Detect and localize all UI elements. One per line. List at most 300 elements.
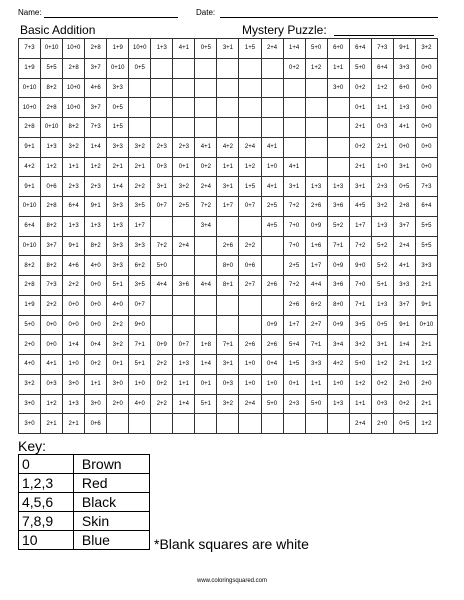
grid-cell[interactable]: 2+8 [41, 197, 63, 217]
grid-cell[interactable]: 2+1 [349, 157, 371, 177]
grid-cell[interactable] [217, 295, 239, 315]
grid-cell[interactable]: 0+0 [41, 335, 63, 355]
grid-cell[interactable]: 3+3 [107, 137, 129, 157]
grid-cell[interactable] [195, 118, 217, 138]
grid-cell[interactable]: 1+4 [283, 39, 305, 59]
grid-cell[interactable]: 2+2 [107, 315, 129, 335]
grid-cell[interactable]: 3+6 [327, 197, 349, 217]
grid-cell[interactable]: 1+5 [107, 118, 129, 138]
grid-cell[interactable]: 7+1 [305, 335, 327, 355]
grid-cell[interactable]: 3+2 [217, 394, 239, 414]
grid-cell[interactable]: 1+1 [217, 157, 239, 177]
grid-cell[interactable]: 0+2 [283, 58, 305, 78]
grid-cell[interactable]: 4+1 [173, 39, 195, 59]
grid-cell[interactable]: 0+9 [327, 256, 349, 276]
grid-cell[interactable] [305, 414, 327, 434]
grid-cell[interactable] [195, 315, 217, 335]
grid-cell[interactable]: 7+2 [151, 236, 173, 256]
grid-cell[interactable]: 5+1 [129, 355, 151, 375]
grid-cell[interactable]: 3+6 [327, 276, 349, 296]
grid-cell[interactable]: 0+0 [415, 137, 437, 157]
grid-cell[interactable]: 0+6 [85, 414, 107, 434]
grid-cell[interactable] [195, 98, 217, 118]
grid-cell[interactable]: 2+8 [19, 118, 41, 138]
grid-cell[interactable] [239, 58, 261, 78]
grid-cell[interactable]: 0+5 [195, 39, 217, 59]
grid-cell[interactable]: 7+2 [195, 197, 217, 217]
grid-cell[interactable] [261, 118, 283, 138]
grid-cell[interactable]: 1+3 [173, 355, 195, 375]
grid-cell[interactable]: 1+3 [393, 98, 415, 118]
grid-cell[interactable]: 7+1 [217, 335, 239, 355]
grid-cell[interactable]: 1+0 [63, 355, 85, 375]
grid-cell[interactable]: 0+5 [393, 177, 415, 197]
grid-cell[interactable]: 3+2 [415, 39, 437, 59]
grid-cell[interactable]: 5+5 [415, 236, 437, 256]
grid-cell[interactable]: 2+1 [107, 157, 129, 177]
grid-cell[interactable]: 1+7 [283, 315, 305, 335]
grid-cell[interactable]: 4+5 [349, 197, 371, 217]
grid-cell[interactable]: 1+8 [195, 335, 217, 355]
grid-cell[interactable]: 0+2 [349, 78, 371, 98]
grid-cell[interactable] [195, 78, 217, 98]
grid-cell[interactable]: 8+2 [19, 256, 41, 276]
grid-cell[interactable] [239, 78, 261, 98]
grid-cell[interactable]: 0+0 [63, 315, 85, 335]
grid-cell[interactable]: 1+1 [327, 58, 349, 78]
grid-cell[interactable]: 0+1 [107, 355, 129, 375]
grid-cell[interactable]: 1+7 [349, 216, 371, 236]
grid-cell[interactable]: 2+6 [217, 236, 239, 256]
grid-cell[interactable]: 2+1 [415, 276, 437, 296]
grid-cell[interactable]: 10+0 [63, 98, 85, 118]
grid-cell[interactable]: 3+1 [217, 355, 239, 375]
grid-cell[interactable]: 2+0 [415, 374, 437, 394]
grid-cell[interactable]: 2+4 [195, 177, 217, 197]
grid-cell[interactable]: 0+9 [327, 315, 349, 335]
grid-cell[interactable]: 0+10 [19, 78, 41, 98]
grid-cell[interactable]: 3+0 [107, 374, 129, 394]
grid-cell[interactable]: 1+5 [283, 355, 305, 375]
grid-cell[interactable]: 0+2 [349, 137, 371, 157]
grid-cell[interactable]: 1+1 [305, 374, 327, 394]
grid-cell[interactable] [195, 58, 217, 78]
grid-cell[interactable] [173, 78, 195, 98]
grid-cell[interactable]: 2+4 [239, 394, 261, 414]
grid-cell[interactable]: 3+7 [393, 216, 415, 236]
grid-cell[interactable]: 7+2 [283, 197, 305, 217]
grid-cell[interactable]: 6+4 [63, 197, 85, 217]
grid-cell[interactable]: 4+1 [195, 137, 217, 157]
grid-cell[interactable]: 7+1 [349, 295, 371, 315]
grid-cell[interactable]: 4+4 [151, 276, 173, 296]
grid-cell[interactable]: 2+7 [305, 315, 327, 335]
grid-cell[interactable]: 4+0 [107, 295, 129, 315]
grid-cell[interactable]: 3+2 [107, 335, 129, 355]
grid-cell[interactable]: 0+9 [305, 216, 327, 236]
grid-cell[interactable]: 5+4 [283, 335, 305, 355]
grid-cell[interactable] [151, 414, 173, 434]
grid-cell[interactable]: 2+1 [415, 335, 437, 355]
grid-cell[interactable]: 4+5 [261, 216, 283, 236]
grid-cell[interactable]: 0+3 [217, 374, 239, 394]
grid-cell[interactable]: 3+2 [129, 137, 151, 157]
grid-cell[interactable] [261, 98, 283, 118]
grid-cell[interactable]: 1+3 [327, 394, 349, 414]
grid-cell[interactable]: 2+5 [283, 256, 305, 276]
grid-cell[interactable]: 2+1 [129, 157, 151, 177]
grid-cell[interactable] [129, 118, 151, 138]
grid-cell[interactable]: 3+0 [19, 394, 41, 414]
grid-cell[interactable]: 3+3 [107, 256, 129, 276]
grid-cell[interactable]: 9+0 [349, 256, 371, 276]
grid-cell[interactable]: 1+2 [41, 394, 63, 414]
grid-cell[interactable]: 2+6 [283, 295, 305, 315]
grid-cell[interactable] [239, 414, 261, 434]
grid-cell[interactable]: 2+0 [393, 374, 415, 394]
grid-cell[interactable] [151, 216, 173, 236]
grid-cell[interactable]: 2+6 [239, 335, 261, 355]
grid-cell[interactable] [327, 157, 349, 177]
grid-cell[interactable] [129, 78, 151, 98]
grid-cell[interactable]: 6+2 [305, 295, 327, 315]
grid-cell[interactable]: 1+3 [63, 394, 85, 414]
grid-cell[interactable]: 3+1 [217, 39, 239, 59]
grid-cell[interactable]: 3+1 [349, 177, 371, 197]
grid-cell[interactable]: 5+0 [19, 315, 41, 335]
grid-cell[interactable]: 4+2 [217, 137, 239, 157]
grid-cell[interactable] [129, 414, 151, 434]
grid-cell[interactable]: 0+4 [85, 335, 107, 355]
grid-cell[interactable]: 3+7 [85, 98, 107, 118]
grid-cell[interactable]: 0+1 [283, 374, 305, 394]
grid-cell[interactable]: 2+8 [41, 98, 63, 118]
grid-cell[interactable]: 6+4 [19, 216, 41, 236]
grid-cell[interactable]: 5+1 [371, 276, 393, 296]
grid-cell[interactable]: 3+1 [283, 177, 305, 197]
grid-cell[interactable]: 1+2 [415, 355, 437, 375]
grid-cell[interactable]: 0+1 [173, 157, 195, 177]
grid-cell[interactable]: 0+0 [63, 295, 85, 315]
grid-cell[interactable]: 3+4 [327, 335, 349, 355]
grid-cell[interactable]: 7+1 [129, 335, 151, 355]
grid-cell[interactable]: 1+4 [393, 335, 415, 355]
grid-cell[interactable]: 4+1 [41, 355, 63, 375]
grid-cell[interactable]: 9+1 [63, 236, 85, 256]
grid-cell[interactable] [217, 78, 239, 98]
grid-cell[interactable]: 8+0 [327, 295, 349, 315]
grid-cell[interactable]: 1+1 [85, 374, 107, 394]
grid-cell[interactable] [151, 98, 173, 118]
grid-cell[interactable]: 2+8 [393, 197, 415, 217]
grid-cell[interactable]: 0+7 [151, 197, 173, 217]
grid-cell[interactable] [261, 295, 283, 315]
grid-cell[interactable] [327, 414, 349, 434]
grid-cell[interactable]: 1+0 [327, 374, 349, 394]
grid-cell[interactable]: 2+3 [151, 137, 173, 157]
grid-cell[interactable] [283, 137, 305, 157]
grid-cell[interactable]: 3+1 [393, 157, 415, 177]
grid-cell[interactable] [217, 414, 239, 434]
grid-cell[interactable]: 7+3 [19, 39, 41, 59]
grid-cell[interactable]: 2+1 [63, 414, 85, 434]
grid-cell[interactable]: 4+1 [393, 118, 415, 138]
grid-cell[interactable]: 3+6 [173, 276, 195, 296]
grid-cell[interactable]: 1+4 [63, 335, 85, 355]
grid-cell[interactable] [305, 98, 327, 118]
grid-cell[interactable] [151, 58, 173, 78]
grid-cell[interactable]: 3+2 [173, 177, 195, 197]
grid-cell[interactable]: 6+4 [371, 58, 393, 78]
grid-cell[interactable]: 5+5 [41, 58, 63, 78]
grid-cell[interactable]: 3+3 [415, 256, 437, 276]
grid-cell[interactable]: 2+2 [129, 177, 151, 197]
grid-cell[interactable]: 0+9 [261, 315, 283, 335]
grid-cell[interactable] [327, 118, 349, 138]
grid-cell[interactable] [173, 315, 195, 335]
grid-cell[interactable]: 1+9 [107, 39, 129, 59]
grid-cell[interactable]: 1+2 [371, 355, 393, 375]
grid-cell[interactable] [327, 98, 349, 118]
grid-cell[interactable]: 2+6 [305, 197, 327, 217]
grid-cell[interactable]: 3+3 [393, 276, 415, 296]
grid-cell[interactable] [129, 98, 151, 118]
grid-cell[interactable]: 4+1 [283, 157, 305, 177]
grid-cell[interactable]: 0+6 [41, 177, 63, 197]
grid-cell[interactable]: 1+3 [151, 39, 173, 59]
grid-cell[interactable]: 3+0 [85, 394, 107, 414]
grid-cell[interactable] [327, 137, 349, 157]
grid-cell[interactable]: 2+2 [239, 236, 261, 256]
grid-cell[interactable]: 9+0 [129, 315, 151, 335]
grid-cell[interactable] [239, 98, 261, 118]
grid-cell[interactable]: 5+2 [327, 216, 349, 236]
grid-cell[interactable]: 0+10 [415, 315, 437, 335]
grid-cell[interactable]: 1+2 [85, 157, 107, 177]
grid-cell[interactable]: 4+0 [19, 355, 41, 375]
grid-cell[interactable]: 7+0 [283, 216, 305, 236]
grid-cell[interactable]: 1+3 [85, 216, 107, 236]
grid-cell[interactable]: 1+5 [239, 39, 261, 59]
grid-cell[interactable]: 3+3 [107, 78, 129, 98]
grid-cell[interactable]: 7+2 [283, 276, 305, 296]
grid-cell[interactable] [173, 98, 195, 118]
grid-cell[interactable]: 3+7 [393, 295, 415, 315]
grid-cell[interactable]: 0+10 [19, 197, 41, 217]
grid-cell[interactable]: 3+1 [217, 177, 239, 197]
grid-cell[interactable]: 0+1 [195, 374, 217, 394]
grid-cell[interactable]: 1+4 [107, 177, 129, 197]
grid-cell[interactable] [195, 295, 217, 315]
grid-cell[interactable]: 3+5 [349, 315, 371, 335]
grid-cell[interactable] [305, 118, 327, 138]
grid-cell[interactable] [217, 98, 239, 118]
grid-cell[interactable]: 4+0 [85, 256, 107, 276]
grid-cell[interactable]: 5+0 [305, 39, 327, 59]
grid-cell[interactable] [151, 295, 173, 315]
grid-cell[interactable]: 1+4 [173, 394, 195, 414]
grid-cell[interactable] [305, 157, 327, 177]
grid-cell[interactable] [239, 315, 261, 335]
grid-cell[interactable]: 4+1 [261, 177, 283, 197]
grid-cell[interactable]: 4+0 [129, 394, 151, 414]
grid-cell[interactable]: 2+4 [261, 39, 283, 59]
grid-cell[interactable]: 8+0 [217, 256, 239, 276]
grid-cell[interactable]: 3+2 [371, 197, 393, 217]
grid-cell[interactable] [217, 315, 239, 335]
grid-cell[interactable]: 7+3 [415, 177, 437, 197]
grid-cell[interactable]: 1+1 [173, 374, 195, 394]
grid-cell[interactable]: 2+4 [393, 236, 415, 256]
grid-cell[interactable]: 0+0 [415, 157, 437, 177]
grid-cell[interactable]: 7+3 [371, 39, 393, 59]
grid-cell[interactable]: 3+2 [63, 137, 85, 157]
grid-cell[interactable]: 0+5 [371, 315, 393, 335]
grid-cell[interactable]: 9+1 [415, 295, 437, 315]
grid-cell[interactable]: 9+1 [393, 315, 415, 335]
grid-cell[interactable]: 10+0 [129, 39, 151, 59]
grid-cell[interactable]: 0+0 [415, 98, 437, 118]
grid-cell[interactable]: 2+4 [349, 414, 371, 434]
grid-cell[interactable] [151, 315, 173, 335]
grid-cell[interactable]: 1+2 [305, 58, 327, 78]
grid-cell[interactable]: 5+0 [349, 58, 371, 78]
grid-cell[interactable]: 7+1 [327, 236, 349, 256]
grid-cell[interactable]: 3+4 [195, 216, 217, 236]
grid-cell[interactable]: 3+2 [19, 374, 41, 394]
grid-cell[interactable]: 8+2 [41, 256, 63, 276]
grid-cell[interactable] [239, 118, 261, 138]
grid-cell[interactable]: 3+3 [305, 355, 327, 375]
grid-cell[interactable] [283, 414, 305, 434]
grid-cell[interactable]: 1+1 [371, 98, 393, 118]
grid-cell[interactable] [173, 414, 195, 434]
grid-cell[interactable]: 5+0 [261, 394, 283, 414]
grid-cell[interactable]: 3+1 [371, 335, 393, 355]
grid-cell[interactable] [195, 414, 217, 434]
grid-cell[interactable]: 0+7 [129, 295, 151, 315]
grid-cell[interactable]: 1+2 [239, 157, 261, 177]
grid-cell[interactable]: 0+0 [85, 315, 107, 335]
grid-cell[interactable]: 1+2 [41, 157, 63, 177]
grid-cell[interactable]: 0+0 [85, 295, 107, 315]
grid-cell[interactable]: 1+2 [371, 78, 393, 98]
grid-cell[interactable]: 2+2 [151, 394, 173, 414]
grid-cell[interactable]: 2+7 [239, 276, 261, 296]
grid-cell[interactable] [195, 256, 217, 276]
grid-cell[interactable]: 3+3 [107, 236, 129, 256]
grid-cell[interactable]: 5+2 [371, 256, 393, 276]
grid-cell[interactable]: 2+1 [371, 137, 393, 157]
grid-cell[interactable]: 1+7 [217, 197, 239, 217]
grid-cell[interactable] [107, 414, 129, 434]
grid-cell[interactable]: 9+1 [393, 39, 415, 59]
grid-cell[interactable]: 1+6 [305, 236, 327, 256]
grid-cell[interactable]: 1+0 [261, 374, 283, 394]
grid-cell[interactable]: 10+0 [19, 98, 41, 118]
grid-cell[interactable]: 2+1 [349, 118, 371, 138]
grid-cell[interactable]: 10+0 [63, 78, 85, 98]
grid-cell[interactable]: 6+4 [349, 39, 371, 59]
grid-cell[interactable]: 1+3 [305, 177, 327, 197]
grid-cell[interactable]: 4+2 [19, 157, 41, 177]
grid-cell[interactable]: 0+2 [195, 157, 217, 177]
grid-cell[interactable]: 0+1 [349, 98, 371, 118]
grid-cell[interactable]: 2+0 [371, 414, 393, 434]
grid-cell[interactable] [151, 78, 173, 98]
grid-cell[interactable]: 0+10 [41, 118, 63, 138]
grid-cell[interactable]: 3+3 [107, 197, 129, 217]
grid-cell[interactable]: 5+1 [195, 394, 217, 414]
grid-cell[interactable]: 3+3 [129, 236, 151, 256]
grid-cell[interactable]: 0+2 [393, 394, 415, 414]
name-line[interactable] [44, 17, 178, 18]
grid-cell[interactable]: 0+0 [415, 118, 437, 138]
grid-cell[interactable]: 9+1 [19, 177, 41, 197]
grid-cell[interactable]: 0+7 [239, 197, 261, 217]
grid-cell[interactable]: 3+5 [129, 197, 151, 217]
grid-cell[interactable]: 1+0 [239, 355, 261, 375]
grid-cell[interactable]: 1+3 [327, 177, 349, 197]
grid-cell[interactable]: 0+4 [261, 355, 283, 375]
grid-cell[interactable]: 2+6 [261, 276, 283, 296]
grid-cell[interactable]: 0+3 [151, 157, 173, 177]
grid-cell[interactable]: 1+0 [129, 374, 151, 394]
grid-cell[interactable] [195, 236, 217, 256]
grid-cell[interactable]: 3+2 [349, 335, 371, 355]
grid-cell[interactable]: 2+2 [151, 355, 173, 375]
grid-cell[interactable] [261, 78, 283, 98]
grid-cell[interactable]: 6+4 [415, 197, 437, 217]
grid-cell[interactable]: 1+1 [349, 394, 371, 414]
grid-cell[interactable]: 8+2 [63, 118, 85, 138]
grid-cell[interactable] [151, 118, 173, 138]
grid-cell[interactable]: 8+1 [217, 276, 239, 296]
grid-cell[interactable]: 1+3 [41, 137, 63, 157]
date-line[interactable] [220, 17, 438, 18]
grid-cell[interactable]: 2+8 [63, 58, 85, 78]
grid-cell[interactable]: 2+1 [393, 355, 415, 375]
grid-cell[interactable] [173, 58, 195, 78]
grid-cell[interactable]: 1+3 [63, 216, 85, 236]
grid-cell[interactable]: 5+0 [151, 256, 173, 276]
grid-cell[interactable]: 8+2 [41, 78, 63, 98]
grid-cell[interactable]: 2+3 [283, 394, 305, 414]
grid-cell[interactable]: 1+9 [19, 295, 41, 315]
grid-cell[interactable]: 9+1 [19, 137, 41, 157]
grid-cell[interactable]: 0+10 [19, 236, 41, 256]
grid-cell[interactable]: 5+1 [107, 276, 129, 296]
grid-cell[interactable]: 2+6 [261, 335, 283, 355]
grid-cell[interactable]: 0+6 [239, 256, 261, 276]
grid-cell[interactable]: 1+5 [239, 177, 261, 197]
grid-cell[interactable]: 4+4 [195, 276, 217, 296]
grid-cell[interactable]: 3+5 [129, 276, 151, 296]
grid-cell[interactable]: 10+0 [63, 39, 85, 59]
grid-cell[interactable]: 1+3 [371, 216, 393, 236]
grid-cell[interactable]: 5+0 [305, 394, 327, 414]
grid-cell[interactable]: 4+2 [327, 355, 349, 375]
grid-cell[interactable]: 1+0 [239, 374, 261, 394]
grid-cell[interactable]: 0+10 [41, 39, 63, 59]
grid-cell[interactable] [283, 78, 305, 98]
grid-cell[interactable]: 2+1 [41, 414, 63, 434]
grid-cell[interactable] [217, 118, 239, 138]
grid-cell[interactable]: 0+0 [415, 58, 437, 78]
grid-cell[interactable]: 1+3 [107, 216, 129, 236]
grid-cell[interactable]: 1+7 [305, 256, 327, 276]
grid-cell[interactable] [217, 216, 239, 236]
